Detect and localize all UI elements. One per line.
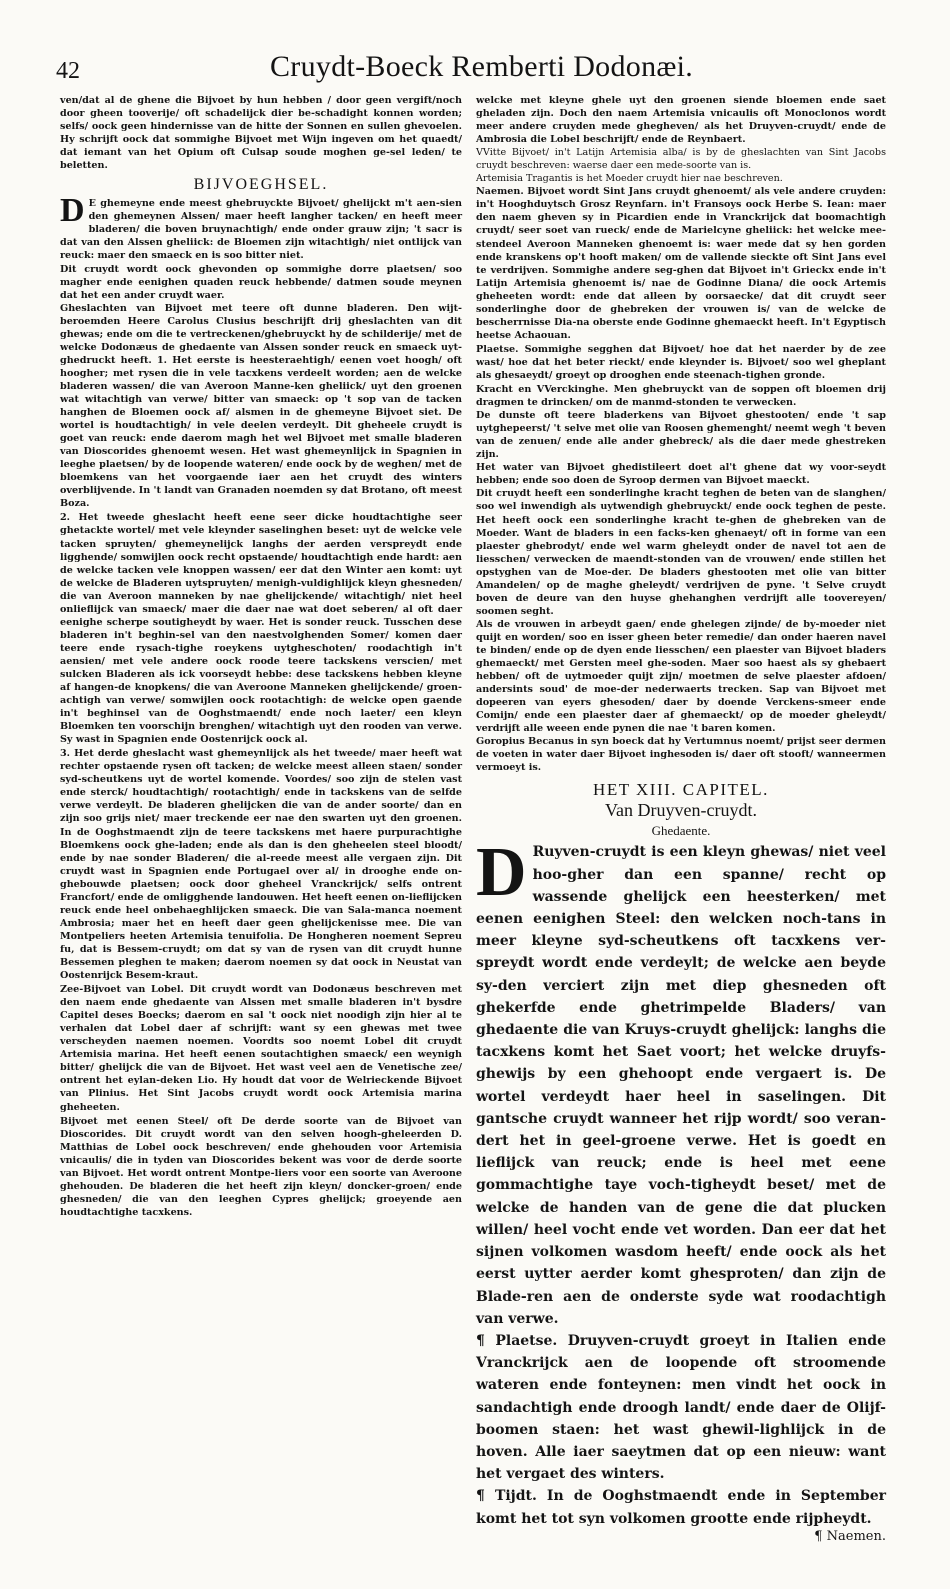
paragraph: ven/dat al de ghene die Bijvoet by hun hebben / door geen vergift/noch door gheen tooverije/ oft schadelijck dier be-schadight konnen worden; selfs/ oock geen hindernisse van de hitte der Sonnen en sullen ghevoelen. Hy schrijft oock dat sommighe Bijvoet met Wijn ingeven om het quaedt/ dat iemant van het Opium oft Culsap soude moghen ge-sel leden/ te beletten. — [60, 95, 462, 172]
paragraph: Dit cruydt heeft een sonderlinghe kracht teghen de beten van de slanghen/ soo wel inwendigh als uytwendigh ghebruyckt/ ende oock teghen de peste. Het heeft oock een sonderlinghe kracht te-ghen de ghebreken van de Moeder. Want de bladers in een facks-ken ghenaeyt/ oft in forme van een plaester ghebrodyt/ ende wel warm gheleydt onder de navel tot aen de liesschen/ verwecken de maendt-stonden van de vrouwen/ ende stillen het opstyghen van de Moe-der. De bladers ghestooten met olie van bitter Amandelen/ op de maghe gheleydt/ verdrijven de pyne. 't Selve cruydt boven de deure van den huyse ghehanghen verdrijft alle toovereyen/ soomen seght. — [476, 488, 886, 617]
catchword: ¶ Naemen. — [814, 1528, 886, 1544]
paragraph: 2. Het tweede gheslacht heeft eene seer dicke houdtachtighe seer ghetackte wortel/ met vele kleynder saselinghen beset: uyt de welcke vele tacken spruyten/ ghemeynelijck langhs der aerden verspreydt ende ligghende/ somwijlen oock recht opstaende/ houdtachtigh ende hardt: aen de welcke tacken vele knoppen wassen/ eer dat den Winter aen komt: uyt de welcke de Bladeren uytspruyten/ menigh-vuldighlijck kleyn ghesneden/ die van Averoon manneken by nae ghelijckende/ witachtigh/ niet heel onlieflijck van smaeck/ maer die daer nae wat doet seberen/ al oft daer eenighe scherpe soutigheydt by waer. Het is sonder reuck. Tusschen dese bladeren in't beghin-sel van den naestvolghenden Somer/ komen daer teere ende rysach-tighe roeykens uytgheschoten/ roodachtigh in't aensien/ met vele andere oock roode teere tackskens verscien/ met sulcken Bladeren als ick voorseydt hebbe: dese tackskens hebben kleyne af hangen-de knopkens/ die van Averoone Manneken ghelijckende/ groen-achtigh van verwe/ somwijlen oock rootachtigh: de welcke open gaende in't beghinsel van de Ooghstmaendt/ ende noch laeter/ een kleyn Bloemken ten voorschijn brenghen/ witachtigh uyt den rooden van verwe. Sy wast in Spagnien ende Oostenrijck oock al. — [60, 512, 462, 746]
section-heading: BIJVOEGHSEL. — [193, 176, 329, 194]
right-column — [476, 94, 886, 1543]
chapter-title: HET XIII. CAPITEL. — [593, 780, 769, 800]
paragraph-text: E ghemeyne ende meest ghebruyckte Bijvoet/ ghelijckt m't aen-sien den ghemeynen Alssen/ maer heeft langher tacken/ en heeft meer bladeren/ die boven bruynachtigh/ ende onder grauw zijn; 't sacr is dat van den Alssen gheliick: de Bloemen zijn witachtigh/ niet ontlijck van reuck: maer den smaeck en is soo bitter niet. — [60, 198, 462, 262]
drop-cap: D — [60, 192, 85, 230]
left-column — [60, 94, 462, 1219]
paragraph: Als de vrouwen in arbeydt gaen/ ende ghelegen zijnde/ de by-moeder niet quijt en worden/ soo en isser gheen beter remedie/ dan onder haeren navel te binden/ ende op de dyen ende liesschen/ een plaester van Bijvoet bladers ghemaeckt/ met Gersten meel ghe-soden. Maer soo haest als sy ghebaert hebben/ oft de uytmoeder quijt zijn/ moetmen de selve plaester afdoen/ andersints soud' de moe-der nederwaerts trecken. Sap van Bijvoet met dopeeren van eyers ghesoden/ daer by doende Verckens-smeer ende Comijn/ ende een plaester daer af ghemaeckt/ op de moeder gheleydt/ verdrijft alle weeen ende pynen die nae 't baren komen. — [476, 618, 886, 735]
chapter-subtitle: Van Druyven-cruydt. — [605, 800, 757, 821]
paragraph-text: Ruyven-cruydt is een kleyn ghewas/ niet veel hoo-gher dan een spanne/ recht op wassende ghelijck een heesterken/ met eenen eenighen Steel: den welcken noch-tans in meer kleyne syd-scheutkens oft tacxkens ver-spreydt wordt ende verdeylt; de welcke aen beyde sy-den verciert zijn met diep ghesneden oft ghekerfde ende ghetrimpelde Bladers/ van ghedaente die van Kruys-cruydt ghelijck: langhs die tacxkens komt het Saet voort; het welcke druyfs-ghewijs by een ghehoopt ende vergaert is. De wortel verdeydt haer heel in saselingen. Dit gantsche cruydt wanneer het rijp wordt/ soo veran-dert het in geel-groene verwe. Het is goedt en lieflijck van reuck; ende is heel met eene gommachtighe taye voch-tigheydt beset/ met de welcke de handen van de gene die dat plucken willen/ heel vocht ende vet worden. Dan eer dat het sijnen volkomen wasdom heeft/ ende oock als het eerst uytter aerder komt ghesproten/ dan zijn de Blade-ren aen de onderste syde wat roodachtigh van verwe. — [476, 844, 886, 1327]
paragraph: Plaetse. Sommighe segghen dat Bijvoet/ hoe dat het naerder by de zee wast/ hoe dat het beter rieckt/ ende kleynder is. Bijvoet/ soo wel gheplant als ghesaeydt/ groeyt op drooghen ende steenach-tighen gronde. — [476, 343, 886, 381]
page-number: 42 — [56, 58, 80, 84]
paragraph: VVitte Bijvoet/ in't Latijn Artemisia alba/ is by de gheslachten van Sint Jacobs cruydt beschreven: waerse daer een mede-soorte van is. — [476, 147, 886, 172]
paragraph — [60, 192, 462, 262]
paragraph: Artemisia Tragantis is het Moeder cruydt hier nae beschreven. — [476, 173, 783, 185]
paragraph: Het water van Bijvoet ghedistileert doet al't ghene dat wy voor-seydt hebben; ende soo doen de Syroop dermen van Bijvoet maeckt. — [476, 462, 886, 487]
paragraph: Dit cruydt wordt oock ghevonden op sommighe dorre plaetsen/ soo magher ende eenighen quaden reuck hebbende/ datmen soude meynen dat het een ander cruydt waer. — [60, 263, 462, 301]
drop-cap: D — [476, 834, 527, 912]
paragraph: 3. Het derde gheslacht wast ghemeynlijck als het tweede/ maer heeft wat rechter opstaende rysen oft tacken; de welcke meest alleen staen/ sonder syd-scheutkens uyt de wortel komende. Voordes/ soo zijn de stelen vast ende sterck/ houdtachtigh/ rootachtigh/ ende in tackskens van de selfde verwe verdeylt. De bladeren ghelijcken die van de ander soorte/ dan en zijn soo grijs niet/ maer treckende eer nae den swarten uyt den groenen. In de Ooghstmaendt zijn de teere tackskens met haere purpurachtighe Bloemkens oock ghe-laden; ende als dan is den gheheelen steel bloodt/ ende by nae sonder Bladeren/ die al-reede meest alle vergaen zijn. Dit cruydt wast in Spagnien ende Portugael over al/ in drooghe ende on-ghebouwde plaetsen; oock door gheheel Vranckrijck/ selfs ontrent Francfort/ ende de omligghende landouwen. Het heeft eenen on-lieflijcken reuck ende heel onbehaeghlijcken smaeck. Die van Sala-manca noement Ambrosia; maer het en heeft daer geen ghelijckenisse mee. Die van Montpeliers heeten Artemisia tenuifolia. De Hongheren noement Sepreu fu, dat is Bessem-cruydt; om dat sy van de rysen van dit cruydt hunne Bessemen pleghen te maken; daerom noemen sy dat oock in Neustat van Oostenrijck Besem-kraut. — [60, 748, 462, 982]
paragraph: ¶ Plaetse. Druyven-cruydt groeyt in Italien ende Vranckrijck aen de loopende oft stroomende wateren ende fonteynen: men vindt het oock in sandachtigh ende droogh landt/ ende daer de Olijf-boomen staen: het wast ghewil-lighlijck in de hoven. Alle iaer saeytmen dat op een nieuw: want het vergaet des winters. — [476, 1332, 886, 1483]
paragraph: Gheslachten van Bijvoet met teere oft dunne bladeren. Den wijt-beroemden Heere Carolus Clusius beschrijft drij gheslachten van dit ghewas; ende om die te vertreckenen/ghebruyckt hy de schilderije/ met de welcke Dodonæus de ghedaente van Alssen sonder reuck en smaeck uyt-ghedruckt heeft. 1. Het eerste is heesteraehtigh/ eenen voet hoogh/ oft hoogher; met rysen die in vele tacxkens verdeelt worden; aen de welcke bladeren wassen/ die van Averoon Manne-ken gheliick/ uyt den groenen wat witachtigh van verwe/ bitter van smaeck: op 't sop van de tacken hanghen de Bloemen oock af/ alsmen in de ghemeyne Bijvoet siet. De wortel is houdtachtigh/ in vele deelen verdeylt. Dit gheheele cruydt is goet van reuck: ende daerom magh het wel Bijvoet met smalle bladeren van Dioscorides ghenoemt wesen. Het wast ghemeynlijck in Spagnien in leeghe plaetsen/ by de loopende wateren/ ende oock by de weghen/ met de bloemkens van het voorgaende iaer aen het cruydt des winters overblijvende. In 't landt van Granaden noemden sy dat Brotano, oft meest Boza. — [60, 302, 462, 510]
section-heading: Ghedaente. — [651, 823, 711, 839]
paragraph — [476, 834, 886, 1329]
running-title: Cruydt-Boeck Remberti Dodonæi. — [270, 50, 694, 83]
paragraph: Zee-Bijvoet van Lobel. Dit cruydt wordt van Dodonæus beschreven met den naem ende ghedaente van Alssen met smalle bladeren in't bysdre Capitel deses Boecks; daerom en sal 't oock niet noodigh zijn hier al te verhalen dat Lobel daer af schrijft: want sy een ghewas met twee verscheyden naemen noemen. Voordts soo noemt Lobel dit cruydt Artemisia marina. Het heeft eenen soutachtighen smaeck/ een weynigh bitter/ ghelijck die van de Bijvoet. Het wast veel aen de Venetische zee/ ontrent het eylan-deken Lio. Hy houdt dat voor de Welrieckende Bijvoet van Plinius. Het Sint Jacobs cruydt wordt oock Artemisia marina gheheeten. — [60, 984, 462, 1113]
paragraph: Kracht en VVerckinghe. Men ghebruyckt van de soppen oft bloemen drij dragmen te drincken/ om de manmd-stonden te verwecken. — [476, 384, 886, 409]
paragraph: Goropius Becanus in syn boeck dat hy Vertumnus noemt/ prijst seer dermen de voeten in water daer Bijvoet inghesoden is/ daer oft stooft/ wanneermen vermoeyt is. — [476, 736, 886, 774]
paragraph: Naemen. Bijvoet wordt Sint Jans cruydt ghenoemt/ als vele andere cruyden: in't Hooghduytsch Grosz Reynfarn. in't Fransoys oock Herbe S. Iean: maer den naem gheven sy in Picardien ende in Vranckrijck dat boomachtigh cruydt/ seer soet van rueck/ ende de Marielcyne gheliick: het welcke mee-stendeel Averoon Manneken ghenoemt is: waer mede dat sy hen gorden ende kranskens op't hooft maken/ om de vallende sieckte oft Sint Jans evel te verdrijven. Sommighe andere seg-ghen dat Bijvoet in't Grieckx ende in't Latijn Artemisia ghenoemt is/ nae de Godinne Diana/ die oock Artemis gheheeten wordt: ende dat alleen by oorsaecke/ dat dit cruydt seer sonderlinghe door de ghebreken der vrouwen is/ van de welcke de bescherrnisse Dia-na oberste ende Godinne ghemaeckt heeft. In't Egyptisch heetse Achaouan. — [476, 186, 886, 341]
paragraph: Bijvoet met eenen Steel/ oft De derde soorte van de Bijvoet van Dioscorides. Dit cruydt wordt van den selven hoogh-gheleerden D. Matthias de Lobel oock beschreven/ ende ghehouden voor Artemisia vnicaulis/ die in tyden van Dioscorides bekent was voor de derde soorte van Bijvoet. Het wordt ontrent Montpe-liers voor een soorte van Averoone ghehouden. De bladeren die het heeft zijn kleyn/ doncker-groen/ ende ghesneden/ die van den leeghen Cypres ghelijck; groeyende aen houdtachtighe tacxkens. — [60, 1115, 462, 1218]
paragraph: ¶ Tijdt. In de Ooghstmaendt ende in September komt het tot syn volkomen grootte ende rijpheydt. — [476, 1488, 886, 1527]
paragraph: welcke met kleyne ghele uyt den groenen siende bloemen ende saet gheladen zijn. Doch den naem Artemisia vnicaulis oft Monoclonos wordt meer andere cruyden mede ghegheven/ als het Druyven-cruydt/ ende de Ambrosia die Lobel beschrijft/ ende de Reynbaert. — [476, 95, 886, 146]
paragraph: De dunste oft teere bladerkens van Bijvoet ghestooten/ ende 't sap uytghepeerst/ 't selve met olie van Roosen ghemenght/ neemt wegh 't beven van de zenuen/ ende alle ander ghebreck/ als die daer mede ghestreken zijn. — [476, 410, 886, 461]
